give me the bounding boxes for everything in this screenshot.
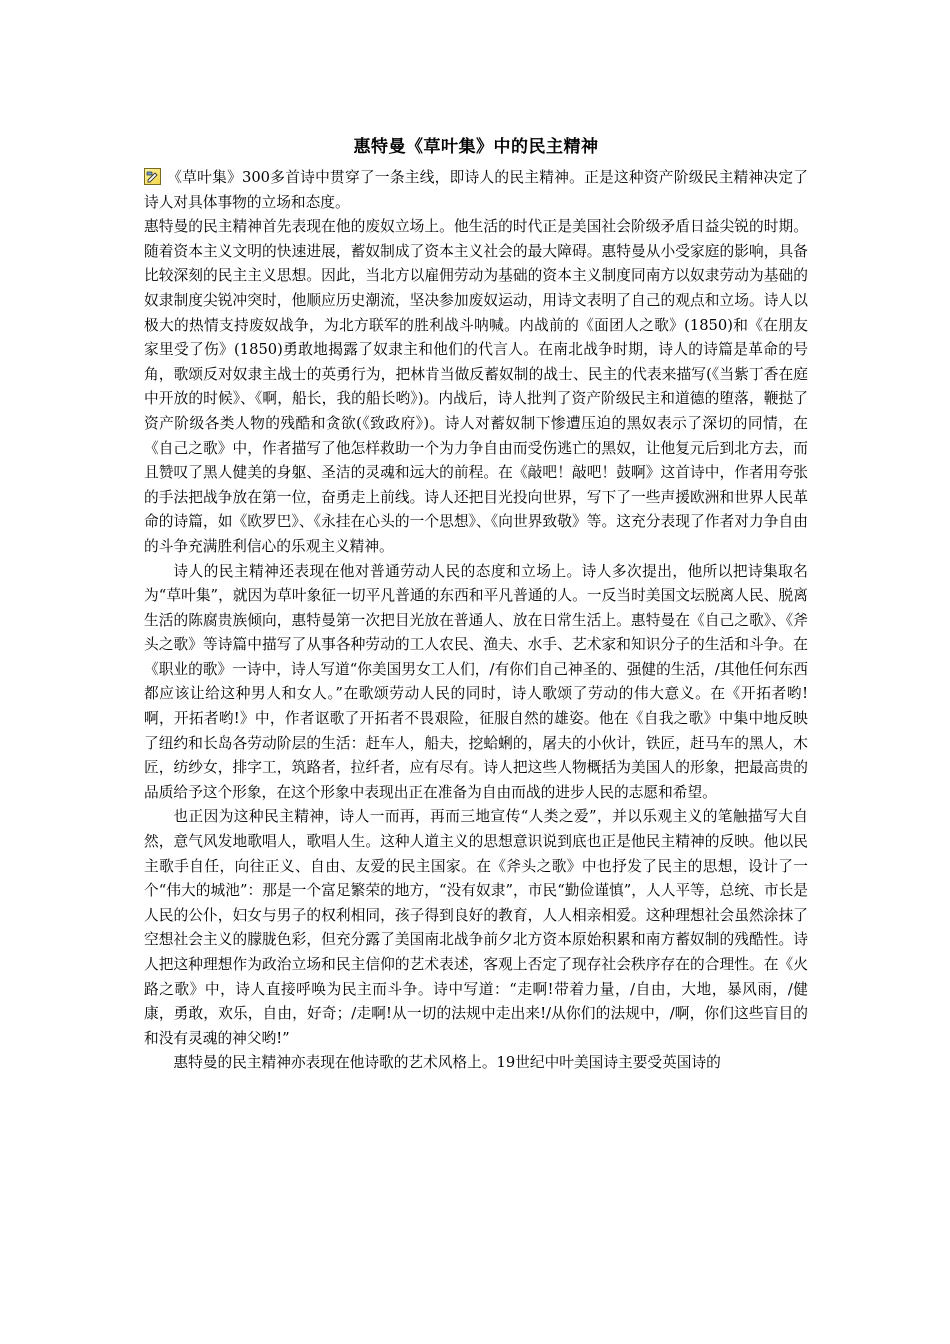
paragraph-human-love: 也正因为这种民主精神，诗人一而再，再而三地宣传“人类之爱”，并以乐观主义的笔触描写大自然，意气风发地歌唱人，歌唱人生。这种人道主义的思想意识说到底也正是他民主精神的反映。他以民主歌手自任，向往正义、自由、友爱的民主国家。在《斧头之歌》中也抒发了民主的思想，设计了一个“伟大的城池”：那是一个富足繁荣的地方，“没有奴隶”，市民“勤俭谨慎”，人人平等，总统、市长是人民的公仆，妇女与男子的权利相同，孩子得到良好的教育，人人相亲相爱。这种理想社会虽然涂抹了空想社会主义的朦胧色彩，但充分露了美国南北战争前夕北方资本原始积累和南方蓄奴制的残酷性。诗人把这种理想作为政治立场和民主信仰的艺术表述，客观上否定了现存社会秩序存在的合理性。在《火路之歌》中，诗人直接呼唤为民主而斗争。诗中写道：“走啊!带着力量，/自由，大地，暴风雨，/健康，勇敢，欢乐，自由，好奇；/走啊!从一切的法规中走出来!/从你们的法规中，/啊，你们这些盲目的和没有灵魂的神父哟!” [144, 808, 808, 1047]
document-title: 惠特曼《草叶集》中的民主精神 [353, 137, 599, 157]
paragraph-working-people: 诗人的民主精神还表现在他对普通劳动人民的态度和立场上。诗人多次提出，他所以把诗集取名为“草叶集”，就因为草叶象征一切平凡普通的东西和平凡普通的人。一反当时美国文坛脱离人民、脱离生活的陈腐贵族倾向，惠特曼第一次把目光放在普通人、放在日常生活上。惠特曼在《自己之歌》、《斧头之歌》等诗篇中描写了从事各种劳动的工人农民、渔夫、水手、艺术家和知识分子的生活和斗争。在《职业的歌》一诗中，诗人写道“你美国男女工人们，/有你们自己神圣的、强健的生活，/其他任何东西都应该让给这种男人和女人。”在歌颂劳动人民的同时，诗人歌颂了劳动的伟大意义。在《开拓者哟!啊，开拓者哟!》中，作者讴歌了开拓者不畏艰险，征服自然的雄姿。他在《自我之歌》中集中地反映了纽约和长岛各劳动阶层的生活：赶车人，船夫，挖蛤蜊的，屠夫的小伙计，铁匠，赶马车的黑人，木匠，纺纱女，排字工，筑路者，拉纤者，应有尽有。诗人把这些人物概括为美国人的形象，把最高贵的品质给予这个形象，在这个形象中表现出正在准备为自由而战的进步人民的志愿和希望。 [144, 562, 808, 801]
paragraph-intro-text: 《草叶集》300多首诗中贯穿了一条主线，即诗人的民主精神。正是这种资产阶级民主精神决定了诗人对具体事物的立场和态度。 [144, 169, 808, 211]
note-comment-icon[interactable] [144, 168, 161, 185]
document-page [144, 134, 808, 1076]
paragraph-artistic-style: 惠特曼的民主精神亦表现在他诗歌的艺术风格上。19世纪中叶美国诗主要受英国诗的 [173, 1054, 721, 1072]
paragraph-abolition: 惠特曼的民主精神首先表现在他的废奴立场上。他生活的时代正是美国社会阶级矛盾日益尖锐的时期。随着资本主义文明的快速进展，蓄奴制成了资本主义社会的最大障碍。惠特曼从小受家庭的影响，具备比较深刻的民主主义思想。因此，当北方以雇佣劳动为基础的资本主义制度同南方以奴隶劳动为基础的奴隶制度尖锐冲突时，他顺应历史潮流，坚决参加废奴运动，用诗文表明了自己的观点和立场。诗人以极大的热情支持废奴战争，为北方联军的胜利战斗呐喊。内战前的《面团人之歌》(1850)和《在朋友家里受了伤》(1850)勇敢地揭露了奴隶主和他们的代言人。在南北战争时期，诗人的诗篇是革命的号角，歌颂反对奴隶主战士的英勇行为，把林肯当做反蓄奴制的战士、民主的代表来描写(《当紫丁香在庭中开放的时候》、《啊，船长，我的船长哟》)。内战后，诗人批判了资产阶级民主和道德的堕落，鞭挞了资产阶级各类人物的残酷和贪欲(《致政府》)。诗人对蓄奴制下惨遭压迫的黑奴表示了深切的同情，在《自己之歌》中，作者描写了他怎样救助一个为力争自由而受伤逃亡的黑奴，让他复元后到北方去，而且赞叹了黑人健美的身躯、圣洁的灵魂和远大的前程。在《敲吧！敲吧！鼓啊》这首诗中，作者用夸张的手法把战争放在第一位，奋勇走上前线。诗人还把目光投向世界，写下了一些声援欧洲和世界人民革命的诗篇，如《欧罗巴》、《永挂在心头的一个思想》、《向世界致敬》等。这充分表现了作者对力争自由的斗争充满胜利信心的乐观主义精神。 [144, 218, 808, 555]
paragraph-intro [144, 166, 808, 215]
